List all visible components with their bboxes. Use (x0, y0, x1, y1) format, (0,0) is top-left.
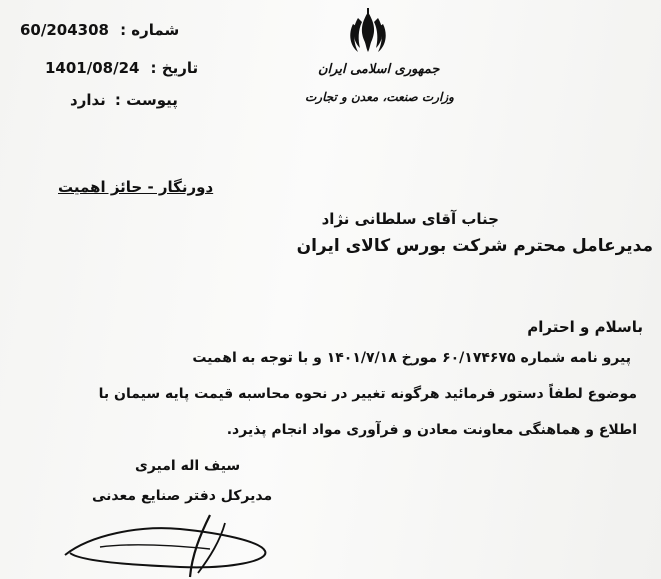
letter-date-row (45, 58, 198, 77)
body-line-3: اطلاع و هماهنگی معاونت معادن و فرآوری مواد انجام پذیرد. (226, 422, 637, 438)
letter-date-value: 1401/08/24 (45, 59, 140, 77)
greeting: باسلام و احترام (527, 318, 643, 336)
classification-label: دورنگار - حائز اهمیت (58, 178, 214, 196)
recipient-name: جناب آقای سلطانی نژاد (321, 210, 499, 228)
gov-name: جمهوری اسلامی ایران (318, 62, 440, 77)
signatory-name: سیف اله امیری (135, 458, 241, 474)
ministry-name: وزارت صنعت، معدن و تجارت (305, 90, 454, 104)
letter-attachment-row (70, 90, 178, 109)
signatory-title: مدیرکل دفتر صنایع معدنی (92, 488, 273, 504)
letter-date-label: تاریخ : (150, 59, 199, 77)
letter-number-label: شماره : (120, 21, 180, 39)
letter-attachment-label: پیوست : (114, 91, 178, 109)
letter-number-row (20, 20, 179, 39)
letter-attachment-value: ندارد (70, 91, 106, 109)
recipient-title: مدیرعامل محترم شرکت بورس کالای ایران (296, 236, 653, 256)
letter-number-value: 60/204308 (20, 21, 109, 39)
body-line-2: موضوع لطفاً دستور فرمائید هرگونه تغییر در نحوه محاسبه قیمت پایه سیمان با (98, 386, 637, 402)
body-line-1: پیرو نامه شماره ۶۰/۱۷۴۶۷۵ مورخ ۱۴۰۱/۷/۱۸ و با توجه به اهمیت (192, 350, 631, 366)
iran-emblem-icon (348, 8, 388, 56)
handwritten-signature (60, 495, 290, 579)
